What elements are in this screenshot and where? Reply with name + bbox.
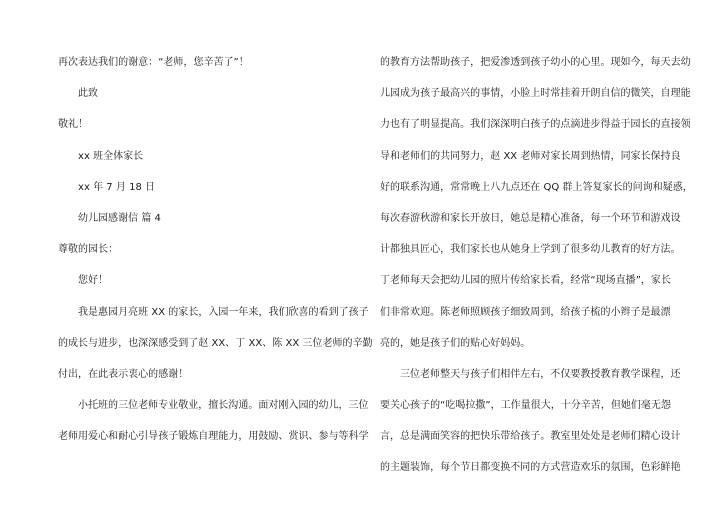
- text-line: 您好！: [78, 275, 109, 287]
- left-text-column: [58, 57, 373, 463]
- text-line: xx 年 7 月 18 日: [78, 181, 156, 193]
- right-text-column: [380, 57, 693, 495]
- text-line: 好的联系沟通，常常晚上八九点还在 QQ 群上答复家长的问询和疑惑，: [380, 181, 693, 193]
- text-line: 小托班的三位老师专业敬业，擅长沟通。面对刚入园的幼儿，三位: [78, 400, 369, 412]
- text-line: 我是惠园月亮班 XX 的家长，入园一年来，我们欣喜的看到了孩子: [78, 306, 369, 318]
- text-line: 计都独具匠心，我们家长也从她身上学到了很多幼儿教育的好方法。: [380, 244, 681, 256]
- text-line: 言，总是满面笑容的把快乐带给孩子。教室里处处是老师们精心设计: [380, 431, 681, 443]
- text-line: 老师用爱心和耐心引导孩子锻炼自理能力，用鼓励、赏识、参与等科学: [58, 431, 369, 443]
- text-line: 要关心孩子的“吃喝拉撒”，工作量很大，十分辛苦，但她们毫无怨: [380, 400, 671, 412]
- text-line: 付出，在此表示衷心的感谢！: [58, 368, 189, 380]
- text-line: 亮的，她是孩子们的贴心好妈妈。: [380, 337, 531, 349]
- text-line: 再次表达我们的谢意：“老师，您辛苦了”！: [58, 57, 249, 68]
- text-line: 力也有了明显提高。我们深深明白孩子的点滴进步得益于园长的直接领: [380, 119, 691, 131]
- text-line: 三位老师整天与孩子们相伴左右，不仅要教授教育教学课程，还: [400, 368, 681, 380]
- text-line: 幼儿园感谢信 篇 4: [78, 212, 161, 224]
- text-line: 的主题装饰，每个节日都变换不同的方式营造欢乐的氛围，色彩鲜艳: [380, 462, 681, 474]
- text-line: 们非常欢迎。陈老师照顾孩子细致周到，给孩子梳的小辫子是最漂: [380, 306, 671, 318]
- text-line: 的成长与进步，也深深感受到了赵 XX、丁 XX、陈 XX 三位老师的辛勤: [58, 337, 373, 349]
- text-line: 儿园成为孩子最高兴的事情，小脸上时常挂着开朗自信的微笑，自理能: [380, 88, 691, 100]
- text-line: 的教育方法帮助孩子，把爱渗透到孩子幼小的心里。现如今，每天去幼: [380, 57, 691, 68]
- text-line: xx 班全体家长: [78, 150, 144, 162]
- text-line: 每次春游秋游和家长开放日，她总是精心准备，每一个环节和游戏设: [380, 212, 681, 224]
- text-line: 丁老师每天会把幼儿园的照片传给家长看，经常“现场直播”，家长: [380, 275, 671, 287]
- text-line: 尊敬的园长：: [58, 244, 119, 256]
- text-line: 导和老师们的共同努力，赵 XX 老师对家长周到热情，同家长保持良: [380, 150, 681, 162]
- text-line: 敬礼！: [58, 119, 89, 131]
- text-line: 此致: [78, 88, 99, 100]
